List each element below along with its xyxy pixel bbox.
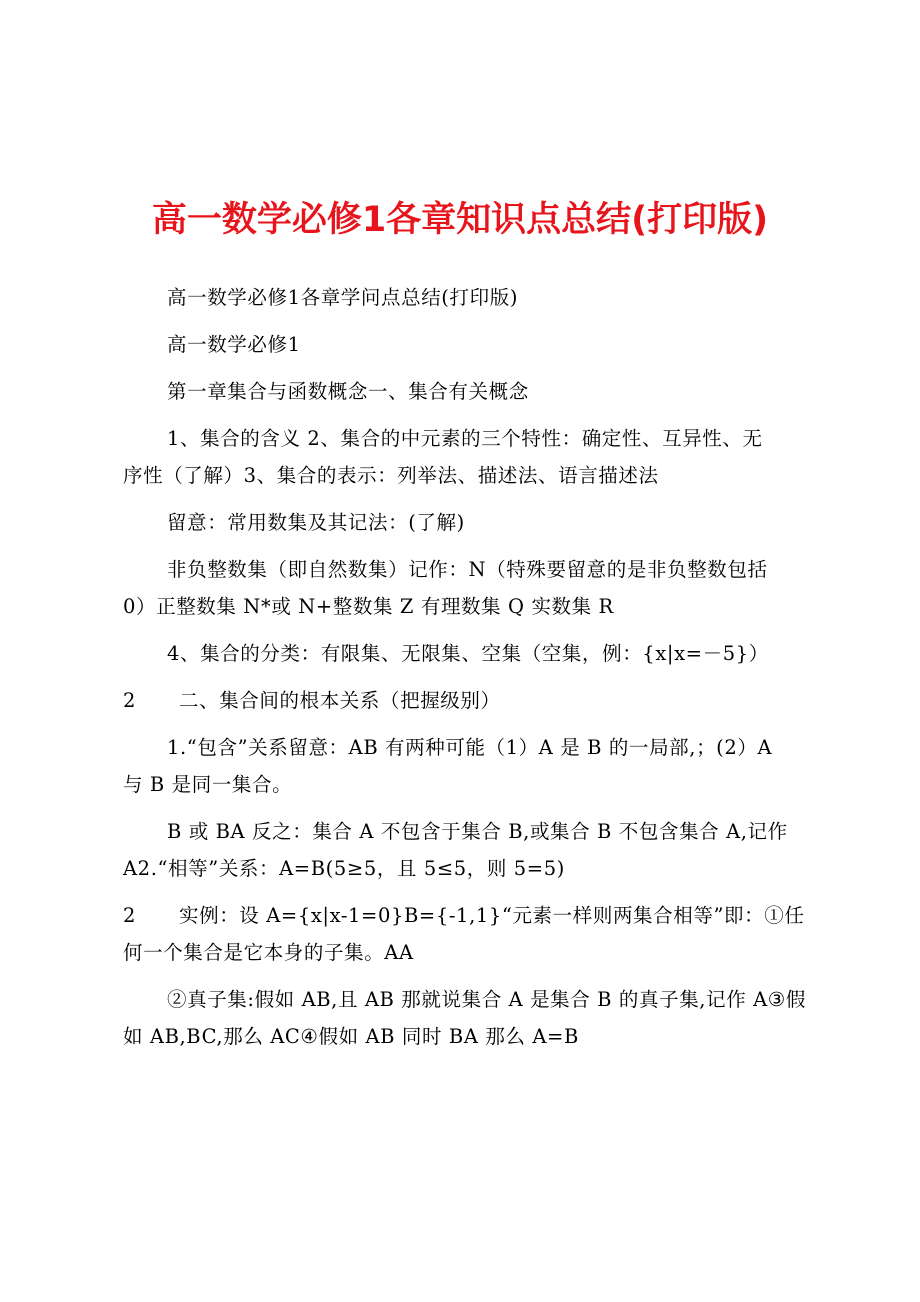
paragraph-line: ②真子集:假如 AB,且 AB 那就说集合 A 是集合 B 的真子集,记作 A③假 (167, 988, 806, 1011)
paragraph-line: 与 B 是同一集合。 (123, 773, 293, 796)
paragraph-subtitle: 高一数学必修1各章学问点总结(打印版) (167, 286, 519, 309)
paragraph-line: 实例：设 A={x|x-1=0}B={-1,1}“元素一样则两集合相等”即：①任 (179, 904, 805, 927)
line-number: 2 (123, 689, 137, 712)
paragraph-line: B 或 BA 反之：集合 A 不包含于集合 B,或集合 B 不包含集合 A,记作 (167, 820, 788, 843)
paragraph-chapter-heading: 第一章集合与函数概念一、集合有关概念 (167, 380, 529, 403)
paragraph-line: 1.“包含”关系留意：AB 有两种可能（1）A 是 B 的一局部,；(2）A (167, 736, 773, 759)
paragraph-section-two (123, 682, 813, 719)
paragraph-proper-subset (123, 981, 813, 1055)
paragraph-course: 高一数学必修1 (167, 333, 301, 356)
section-heading: 二、集合间的根本关系（把握级别） (179, 689, 501, 712)
paragraph-set-meaning (123, 420, 813, 494)
paragraph-inclusion (123, 729, 813, 803)
paragraph-number-sets (123, 551, 813, 625)
line-number: 2 (123, 904, 137, 927)
document-body (123, 279, 813, 1065)
paragraph-line: A2.“相等”关系：A=B(5≥5，且 5≤5，则 5=5) (123, 857, 565, 880)
paragraph-line: 1、集合的含义 2、集合的中元素的三个特性：确定性、互异性、无 (167, 427, 763, 450)
document-title: 高一数学必修1各章知识点总结(打印版) (151, 200, 769, 240)
paragraph-non-inclusion (123, 813, 813, 887)
paragraph-set-classification: 4、集合的分类：有限集、无限集、空集（空集，例：{x|x=－5}） (167, 642, 769, 665)
paragraph-example (123, 897, 813, 971)
paragraph-note: 留意：常用数集及其记法：(了解) (167, 511, 465, 534)
paragraph-line: 0）正整数集 N*或 N+整数集 Z 有理数集 Q 实数集 R (123, 595, 614, 618)
paragraph-line: 非负整数集（即自然数集）记作：N（特殊要留意的是非负整数包括 (167, 558, 768, 581)
paragraph-line: 何一个集合是它本身的子集。AA (123, 941, 414, 964)
paragraph-line: 序性（了解）3、集合的表示：列举法、描述法、语言描述法 (123, 464, 659, 487)
paragraph-line: 如 AB,BC,那么 AC④假如 AB 同时 BA 那么 A=B (123, 1025, 579, 1048)
